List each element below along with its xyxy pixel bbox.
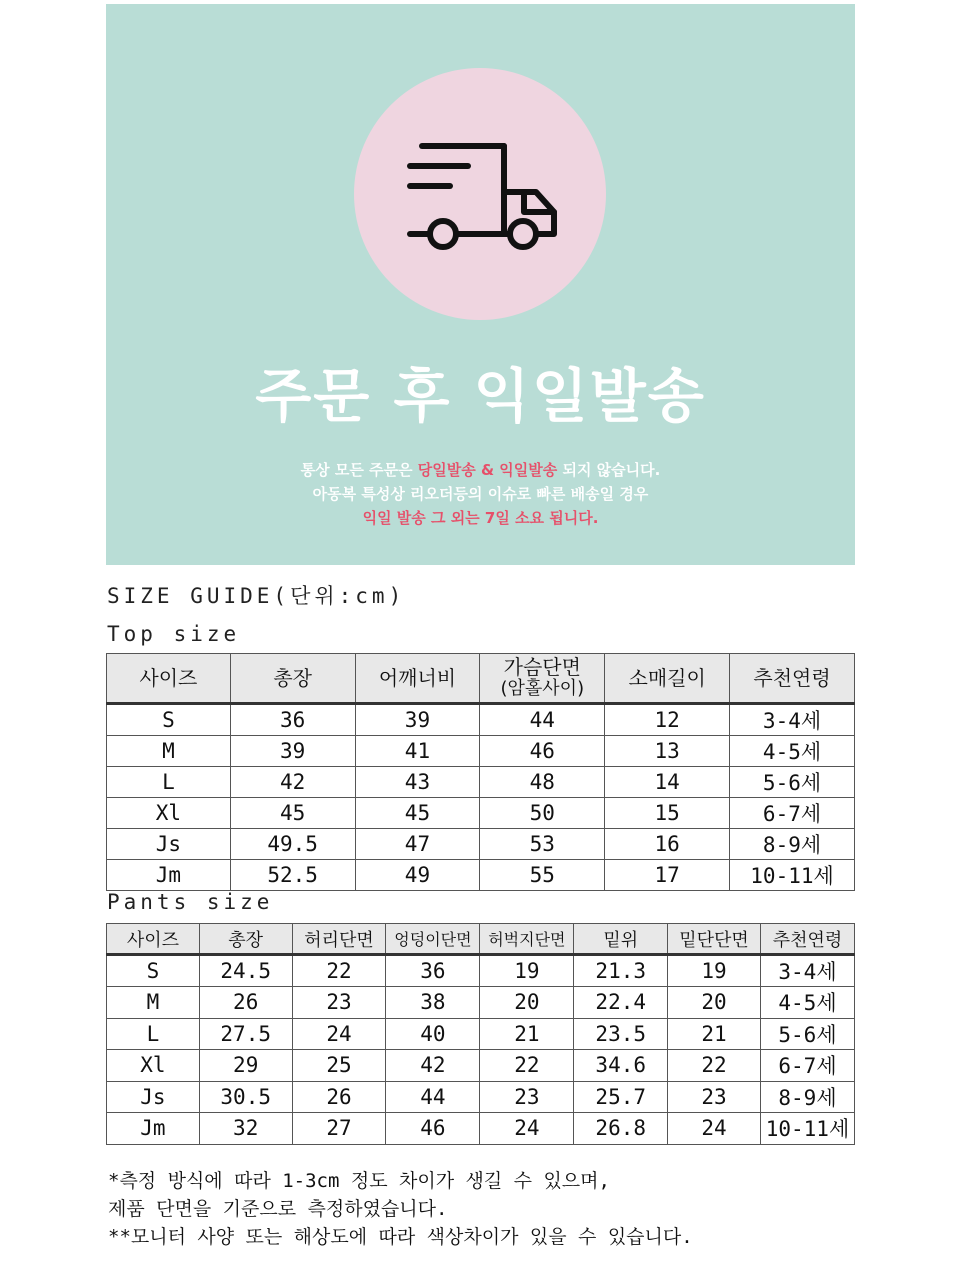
size-label-cell: Js	[107, 829, 231, 860]
table-cell: 23	[668, 1081, 761, 1113]
shipping-banner	[106, 4, 855, 565]
table-cell: 26	[199, 987, 292, 1019]
table-cell: 22	[480, 1050, 574, 1082]
table-cell: 27	[292, 1113, 386, 1145]
table-cell: 32	[199, 1113, 292, 1145]
size-label-cell: Xl	[107, 798, 231, 829]
table-cell: 46	[386, 1113, 480, 1145]
table-row	[107, 860, 855, 891]
size-label-cell: Xl	[107, 1050, 200, 1082]
table-cell: 24	[480, 1113, 574, 1145]
pants-size-table	[106, 923, 855, 1145]
table-cell: 5-6세	[761, 1018, 855, 1050]
table-cell: 22	[668, 1050, 761, 1082]
footnotes	[108, 1167, 868, 1251]
shipping-headline: 주문 후 익일발송	[255, 362, 706, 430]
table-cell: 6-7세	[730, 798, 855, 829]
pants-header-cell: 밑위	[574, 924, 668, 955]
pants-header-cell: 밑단단면	[668, 924, 761, 955]
top-header-cell: 어깨너비	[355, 654, 480, 704]
size-label-cell: Jm	[107, 860, 231, 891]
pants-header-cell: 사이즈	[107, 924, 200, 955]
table-cell: 36	[386, 955, 480, 987]
table-cell: 30.5	[199, 1081, 292, 1113]
table-cell: 3-4세	[730, 704, 855, 736]
table-cell: 48	[480, 767, 605, 798]
table-row	[107, 1081, 855, 1113]
table-row	[107, 1050, 855, 1082]
notice-line-3: 익일 발송 그 외는 7일 소요 됩니다.	[362, 509, 599, 527]
table-cell: 42	[230, 767, 355, 798]
top-header-row	[107, 654, 855, 704]
table-row	[107, 955, 855, 987]
size-label-cell: Js	[107, 1081, 200, 1113]
table-cell: 23.5	[574, 1018, 668, 1050]
table-cell: 10-11세	[730, 860, 855, 891]
notice-line-2: 아동복 특성상 리오더등의 이슈로 빠른 배송일 경우	[312, 485, 649, 503]
table-cell: 15	[605, 798, 730, 829]
pants-header-cell: 허벅지단면	[480, 924, 574, 955]
table-cell: 25.7	[574, 1081, 668, 1113]
table-cell: 44	[480, 704, 605, 736]
table-cell: 53	[480, 829, 605, 860]
table-cell: 4-5세	[730, 736, 855, 767]
pants-header-cell: 엉덩이단면	[386, 924, 480, 955]
top-header-cell: 사이즈	[107, 654, 231, 704]
footnote-line: **모니터 사양 또는 해상도에 따라 색상차이가 있을 수 있습니다.	[108, 1226, 693, 1248]
size-label-cell: L	[107, 767, 231, 798]
pants-header-row	[107, 924, 855, 955]
table-cell: 49	[355, 860, 480, 891]
table-cell: 45	[230, 798, 355, 829]
size-label-cell: Jm	[107, 1113, 200, 1145]
table-cell: 4-5세	[761, 987, 855, 1019]
table-cell: 44	[386, 1081, 480, 1113]
size-label-cell: S	[107, 955, 200, 987]
shipping-notice	[106, 458, 855, 530]
footnote-line: *측정 방식에 따라 1-3cm 정도 차이가 생길 수 있으며,	[108, 1170, 610, 1192]
table-cell: 6-7세	[761, 1050, 855, 1082]
table-cell: 26	[292, 1081, 386, 1113]
notice-line-1-post: 되지 않습니다.	[557, 461, 661, 479]
table-row	[107, 736, 855, 767]
table-cell: 21.3	[574, 955, 668, 987]
table-cell: 34.6	[574, 1050, 668, 1082]
chest-header-sub: (암홀사이)	[500, 678, 585, 699]
pants-header-cell: 허리단면	[292, 924, 386, 955]
table-cell: 21	[480, 1018, 574, 1050]
table-cell: 39	[355, 704, 480, 736]
table-cell: 43	[355, 767, 480, 798]
notice-line-1-pre: 통상 모든 주문은	[300, 461, 418, 479]
table-cell: 26.8	[574, 1113, 668, 1145]
table-cell: 25	[292, 1050, 386, 1082]
notice-highlight: 당일발송 & 익일발송	[417, 461, 558, 479]
size-label-cell: L	[107, 1018, 200, 1050]
table-cell: 27.5	[199, 1018, 292, 1050]
table-row	[107, 1018, 855, 1050]
table-cell: 14	[605, 767, 730, 798]
table-cell: 45	[355, 798, 480, 829]
pants-size-title: Pants size	[107, 890, 274, 914]
table-row	[107, 704, 855, 736]
size-label-cell: M	[107, 736, 231, 767]
size-label-cell: M	[107, 987, 200, 1019]
table-row	[107, 1113, 855, 1145]
table-cell: 19	[668, 955, 761, 987]
table-cell: 36	[230, 704, 355, 736]
table-cell: 20	[480, 987, 574, 1019]
top-header-cell: 추천연령	[730, 654, 855, 704]
table-row	[107, 767, 855, 798]
table-cell: 22.4	[574, 987, 668, 1019]
table-cell: 52.5	[230, 860, 355, 891]
table-row	[107, 829, 855, 860]
footnote-line: 제품 단면을 기준으로 측정하였습니다.	[108, 1198, 448, 1220]
size-label-cell: S	[107, 704, 231, 736]
table-cell: 24	[668, 1113, 761, 1145]
table-cell: 13	[605, 736, 730, 767]
table-cell: 23	[480, 1081, 574, 1113]
size-guide-title: SIZE GUIDE(단위:cm)	[107, 584, 406, 608]
top-header-cell	[480, 654, 605, 704]
table-cell: 8-9세	[761, 1081, 855, 1113]
table-cell: 42	[386, 1050, 480, 1082]
table-cell: 17	[605, 860, 730, 891]
table-cell: 19	[480, 955, 574, 987]
table-cell: 55	[480, 860, 605, 891]
table-cell: 49.5	[230, 829, 355, 860]
top-size-table	[106, 653, 855, 891]
top-header-cell: 총장	[230, 654, 355, 704]
table-cell: 22	[292, 955, 386, 987]
table-cell: 5-6세	[730, 767, 855, 798]
table-cell: 24	[292, 1018, 386, 1050]
table-row	[107, 987, 855, 1019]
table-cell: 21	[668, 1018, 761, 1050]
table-cell: 29	[199, 1050, 292, 1082]
table-cell: 38	[386, 987, 480, 1019]
table-cell: 50	[480, 798, 605, 829]
table-cell: 10-11세	[761, 1113, 855, 1145]
table-cell: 23	[292, 987, 386, 1019]
top-header-cell: 소매길이	[605, 654, 730, 704]
table-row	[107, 798, 855, 829]
pants-header-cell: 총장	[199, 924, 292, 955]
table-cell: 20	[668, 987, 761, 1019]
table-cell: 46	[480, 736, 605, 767]
table-cell: 41	[355, 736, 480, 767]
table-cell: 16	[605, 829, 730, 860]
pants-header-cell: 추천연령	[761, 924, 855, 955]
table-cell: 47	[355, 829, 480, 860]
top-size-title: Top size	[107, 622, 241, 646]
table-cell: 12	[605, 704, 730, 736]
notice-line-1	[106, 458, 855, 482]
table-cell: 40	[386, 1018, 480, 1050]
delivery-truck-icon	[404, 134, 560, 254]
table-cell: 24.5	[199, 955, 292, 987]
table-cell: 39	[230, 736, 355, 767]
table-cell: 8-9세	[730, 829, 855, 860]
table-cell: 3-4세	[761, 955, 855, 987]
chest-header: 가슴단면	[503, 655, 581, 679]
